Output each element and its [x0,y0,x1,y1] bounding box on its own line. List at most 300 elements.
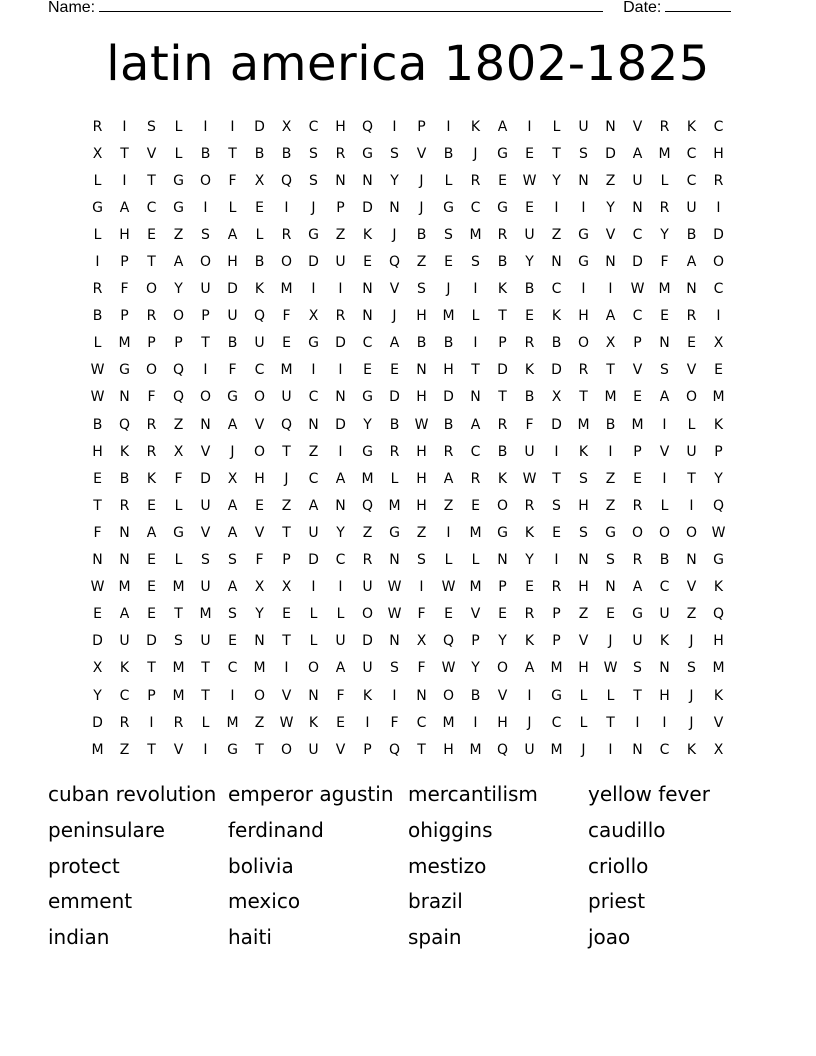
grid-letter: V [470,606,481,623]
grid-letter: F [417,660,426,677]
grid-row [84,276,732,303]
grid-letter: E [525,199,534,216]
grid-letter: U [200,633,211,650]
letter-grid [84,113,732,763]
grid-letter: N [308,416,319,433]
grid-letter: H [578,579,589,596]
grid-letter: A [524,660,535,677]
grid-letter: X [281,118,292,135]
grid-letter: E [147,226,156,243]
grid-letter: Z [308,443,319,460]
word-bank [48,779,768,958]
grid-letter: I [581,281,586,298]
grid-letter: F [174,470,183,487]
grid-letter: C [659,579,670,596]
grid-letter: L [390,470,399,487]
word-bank-item: caudillo [588,817,666,842]
grid-letter: Y [93,687,102,704]
grid-letter: G [119,362,130,379]
grid-letter: N [578,552,589,569]
grid-row [84,330,732,357]
grid-letter: U [227,308,238,325]
grid-letter: P [714,443,723,460]
grid-letter: B [443,335,454,352]
grid-letter: N [362,172,373,189]
grid-letter: M [280,281,293,298]
grid-letter: W [522,470,537,487]
grid-letter: O [145,281,158,298]
grid-letter: M [550,660,563,677]
grid-letter: O [442,687,455,704]
grid-letter: Y [363,416,372,433]
grid-letter: K [524,524,535,541]
grid-row [84,547,732,574]
grid-letter: I [122,172,127,189]
grid-letter: H [416,497,427,514]
grid-letter: L [255,226,264,243]
grid-letter: C [119,687,130,704]
grid-letter: V [497,687,508,704]
grid-letter: I [554,199,559,216]
grid-letter: G [605,524,616,541]
grid-letter: W [90,389,105,406]
grid-letter: J [419,199,424,216]
grid-letter: T [174,606,183,623]
grid-letter: M [172,687,185,704]
grid-letter: M [172,579,185,596]
grid-letter: X [173,443,184,460]
grid-letter: V [632,362,643,379]
grid-letter: J [689,714,694,731]
grid-letter: A [335,660,346,677]
grid-letter: J [230,443,235,460]
grid-letter: I [392,118,397,135]
grid-letter: Z [173,416,184,433]
grid-letter: Z [335,226,346,243]
grid-letter: M [388,497,401,514]
grid-letter: S [228,552,237,569]
grid-letter: I [446,524,451,541]
grid-letter: E [633,470,642,487]
grid-letter: W [441,579,456,596]
grid-letter: A [227,524,238,541]
grid-letter: N [632,741,643,758]
grid-letter: M [712,389,725,406]
grid-letter: V [578,633,589,650]
grid-letter: E [498,606,507,623]
grid-letter: K [551,308,562,325]
grid-letter: M [469,741,482,758]
grid-letter: I [608,443,613,460]
grid-letter: Y [660,226,669,243]
grid-letter: O [172,308,185,325]
grid-letter: T [201,687,210,704]
grid-letter: Y [714,470,723,487]
grid-letter: Z [173,226,184,243]
grid-letter: V [686,362,697,379]
grid-letter: I [554,552,559,569]
grid-letter: P [363,741,372,758]
name-label: Name: [48,0,96,16]
grid-letter: L [444,552,453,569]
grid-letter: G [578,226,589,243]
grid-letter: G [632,606,643,623]
grid-letter: N [254,633,265,650]
grid-letter: L [336,606,345,623]
word-bank-item: emperor agustin [228,782,394,806]
grid-letter: U [686,443,697,460]
date-label: Date: [623,0,662,16]
grid-letter: A [227,226,238,243]
grid-row [84,628,732,655]
grid-letter: T [498,308,507,325]
grid-letter: F [255,552,264,569]
grid-letter: L [687,416,696,433]
grid-letter: I [608,281,613,298]
grid-letter: U [686,199,697,216]
grid-letter: A [443,470,454,487]
grid-letter: C [632,226,643,243]
grid-letter: C [713,281,724,298]
grid-letter: B [470,687,481,704]
grid-letter: F [282,308,291,325]
grid-letter: X [416,633,427,650]
grid-letter: H [578,497,589,514]
grid-letter: K [308,714,319,731]
grid-letter: N [389,633,400,650]
grid-letter: G [497,199,508,216]
grid-letter: M [91,741,104,758]
grid-letter: H [92,443,103,460]
grid-letter: S [606,552,615,569]
grid-letter: E [660,308,669,325]
grid-letter: B [497,443,508,460]
word-bank-item: ferdinand [228,817,324,842]
grid-letter: X [227,470,238,487]
grid-letter: I [122,118,127,135]
grid-letter: Z [605,172,616,189]
grid-letter: U [524,443,535,460]
grid-letter: D [254,118,265,135]
grid-letter: E [444,254,453,271]
grid-letter: K [497,470,508,487]
grid-letter: X [605,335,616,352]
grid-letter: T [606,362,615,379]
grid-letter: R [524,606,535,623]
grid-letter: E [363,254,372,271]
grid-letter: T [201,335,210,352]
grid-letter: P [552,606,561,623]
grid-letter: Z [686,606,697,623]
grid-row [84,411,732,438]
grid-letter: I [284,660,289,677]
grid-letter: S [147,118,156,135]
grid-letter: O [658,524,671,541]
grid-letter: K [497,281,508,298]
grid-letter: C [227,660,238,677]
word-bank-item: mexico [228,889,301,914]
grid-letter: E [390,362,399,379]
grid-letter: N [605,579,616,596]
grid-letter: G [227,741,238,758]
grid-letter: N [659,660,670,677]
grid-letter: P [120,308,129,325]
grid-letter: O [253,443,266,460]
grid-letter: Q [253,308,266,325]
grid-letter: T [282,443,291,460]
grid-letter: B [119,470,130,487]
word-bank-item: emment [48,889,133,914]
grid-letter: Y [606,199,615,216]
grid-letter: L [201,714,210,731]
grid-letter: C [470,199,481,216]
word-bank-item: protect [48,853,120,878]
grid-letter: T [228,145,237,162]
grid-letter: R [119,497,130,514]
grid-letter: F [147,389,156,406]
grid-letter: Z [281,497,292,514]
grid-letter: D [227,281,238,298]
grid-letter: T [147,660,156,677]
grid-letter: I [662,470,667,487]
grid-letter: U [308,524,319,541]
grid-letter: E [498,172,507,189]
grid-letter: P [336,199,345,216]
word-bank-item: spain [408,925,462,950]
grid-letter: W [387,579,402,596]
grid-letter: L [309,633,318,650]
grid-letter: Q [172,362,185,379]
grid-letter: S [687,660,696,677]
grid-letter: I [608,741,613,758]
word-bank-item: indian [48,925,110,950]
grid-letter: B [524,389,535,406]
grid-letter: N [416,362,427,379]
grid-letter: N [362,308,373,325]
grid-letter: P [201,308,210,325]
grid-letter: O [253,687,266,704]
grid-letter: V [632,118,643,135]
grid-letter: L [606,687,615,704]
grid-letter: B [389,416,400,433]
grid-letter: B [92,416,103,433]
grid-letter: S [444,226,453,243]
grid-letter: R [551,579,562,596]
name-blank-line [99,0,603,12]
grid-letter: T [282,524,291,541]
grid-letter: P [147,335,156,352]
grid-letter: X [713,335,724,352]
grid-letter: X [308,308,319,325]
grid-letter: A [335,470,346,487]
grid-letter: L [93,172,102,189]
grid-letter: I [311,362,316,379]
grid-letter: H [335,118,346,135]
grid-letter: S [417,281,426,298]
grid-letter: M [469,579,482,596]
grid-letter: I [716,308,721,325]
grid-letter: P [498,335,507,352]
grid-letter: O [712,254,725,271]
grid-row [84,221,732,248]
grid-letter: J [419,172,424,189]
grid-letter: O [685,389,698,406]
grid-letter: W [90,579,105,596]
grid-letter: L [228,199,237,216]
grid-row [84,601,732,628]
grid-letter: K [578,443,589,460]
grid-letter: X [713,741,724,758]
grid-letter: I [95,254,100,271]
grid-letter: N [308,687,319,704]
grid-letter: M [631,416,644,433]
grid-letter: T [147,172,156,189]
grid-letter: T [552,145,561,162]
grid-letter: T [120,145,129,162]
grid-letter: B [551,335,562,352]
grid-row [84,655,732,682]
grid-letter: N [416,687,427,704]
grid-letter: C [551,281,562,298]
grid-letter: I [338,579,343,596]
grid-letter: I [662,416,667,433]
grid-letter: G [92,199,103,216]
grid-letter: P [120,254,129,271]
grid-letter: N [551,254,562,271]
grid-letter: H [227,254,238,271]
grid-letter: E [147,552,156,569]
grid-letter: R [497,226,508,243]
grid-letter: C [659,741,670,758]
grid-letter: T [147,741,156,758]
grid-letter: E [552,524,561,541]
word-bank-item: priest [588,889,646,914]
grid-letter: M [361,470,374,487]
grid-letter: I [338,281,343,298]
grid-letter: A [686,254,697,271]
grid-letter: G [362,145,373,162]
grid-letter: I [473,335,478,352]
grid-letter: S [660,362,669,379]
grid-letter: T [579,389,588,406]
grid-letter: E [525,308,534,325]
grid-letter: X [92,145,103,162]
grid-letter: R [389,443,400,460]
grid-letter: D [551,362,562,379]
grid-letter: T [417,741,426,758]
grid-letter: E [714,362,723,379]
grid-letter: O [577,335,590,352]
grid-letter: J [284,470,289,487]
grid-letter: Q [442,633,455,650]
grid-letter: G [173,199,184,216]
grid-letter: Z [578,606,589,623]
grid-letter: L [174,497,183,514]
grid-letter: R [146,308,157,325]
grid-letter: U [362,660,373,677]
word-bank-item: ohiggins [408,817,493,842]
grid-letter: N [362,281,373,298]
grid-letter: K [713,579,724,596]
grid-letter: U [632,633,643,650]
grid-letter: L [660,497,669,514]
grid-letter: P [282,552,291,569]
grid-row [84,194,732,221]
grid-letter: J [473,145,478,162]
grid-letter: V [254,416,265,433]
grid-letter: M [442,308,455,325]
grid-letter: S [174,633,183,650]
grid-letter: E [633,389,642,406]
grid-letter: O [280,254,293,271]
grid-letter: D [443,389,454,406]
grid-letter: J [392,226,397,243]
grid-letter: R [470,172,481,189]
grid-letter: O [280,741,293,758]
grid-letter: N [119,389,130,406]
grid-row [84,492,732,519]
grid-letter: B [254,145,265,162]
grid-letter: T [606,714,615,731]
grid-letter: N [119,524,130,541]
grid-letter: C [254,362,265,379]
grid-letter: D [200,470,211,487]
grid-letter: V [389,281,400,298]
grid-letter: I [527,118,532,135]
grid-letter: I [473,281,478,298]
grid-letter: I [392,687,397,704]
grid-letter: M [442,714,455,731]
grid-letter: D [335,416,346,433]
grid-letter: A [497,118,508,135]
grid-letter: A [227,416,238,433]
grid-letter: V [605,226,616,243]
grid-letter: E [282,606,291,623]
grid-letter: W [630,281,645,298]
grid-letter: S [579,145,588,162]
grid-letter: J [311,199,316,216]
grid-letter: K [362,687,373,704]
grid-letter: U [308,741,319,758]
grid-letter: F [93,524,102,541]
grid-letter: P [417,118,426,135]
grid-letter: Q [712,606,725,623]
grid-letter: Z [605,497,616,514]
header-line [48,0,748,19]
grid-letter: S [471,254,480,271]
grid-letter: G [578,254,589,271]
grid-letter: K [146,470,157,487]
grid-letter: S [228,606,237,623]
grid-letter: X [92,660,103,677]
grid-letter: F [660,254,669,271]
grid-letter: I [203,362,208,379]
grid-letter: M [469,226,482,243]
grid-letter: B [497,254,508,271]
grid-letter: K [362,226,373,243]
grid-letter: Z [416,254,427,271]
grid-letter: I [419,579,424,596]
grid-letter: Q [172,389,185,406]
grid-letter: Z [416,524,427,541]
grid-letter: K [713,416,724,433]
grid-letter: Q [118,416,131,433]
grid-letter: L [309,606,318,623]
grid-letter: Z [443,497,454,514]
grid-letter: E [93,470,102,487]
grid-letter: J [608,633,613,650]
grid-letter: R [443,443,454,460]
